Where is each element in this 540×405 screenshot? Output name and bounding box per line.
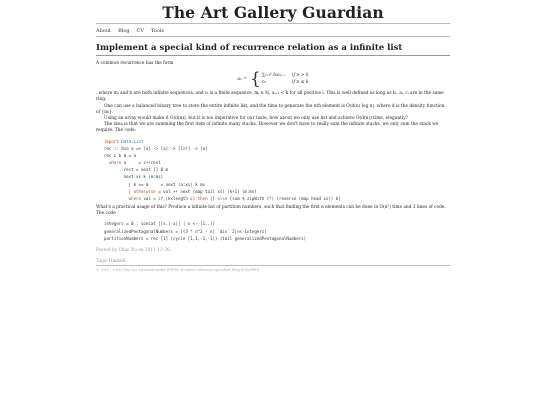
code2-line: generalizedPentagonalNumbers = [(3 * n^2 - n) `div` 2|n<-integers] [104, 228, 267, 234]
case1-expr: ∑ᵢ₌₁ᵏ bᵢaₙ₋ᵢ [261, 73, 285, 79]
nav-about[interactable]: About [96, 27, 112, 34]
recurrence-equation [96, 70, 450, 88]
code1-line: import Data.List [104, 138, 144, 144]
post-tags[interactable]: Tags: Haskell. [96, 259, 450, 266]
paragraph-2: One can use a balanced binary tree to store the entire infinite list, and the time to generate the nth element is O(d(n) log n), where d is the density function of {mᵢ}. [96, 103, 445, 115]
nav-bar [96, 24, 450, 36]
code1-line: where a = c++rest [108, 160, 161, 166]
intro-text: A common recurrence has the form [96, 61, 174, 66]
equation-cases [262, 73, 309, 85]
equation-lhs: aₙ = [237, 76, 248, 82]
code1-line: rest = next [] 0 m [104, 167, 169, 173]
paragraph-4: The idea is that we are summing the first item of infinite many stacks. However we don't have to really sum the infinite stacks, we only sum the stack we require. The code: [96, 122, 439, 134]
code-block-recurrence [96, 138, 450, 202]
nav-tools[interactable]: Tools [150, 27, 165, 34]
case2-expr: cₙ [261, 80, 267, 86]
code2-line: partitionNumbers = rec [1] (cycle [1,1,-1,-1]) (tail generalizedPentagonalNumbers) [104, 235, 307, 241]
code1-line: | k == m = next (a:xs) k ms [104, 181, 206, 187]
code1-line: next xs k (m:ms) [104, 174, 164, 180]
code1-line: | otherwise = val ++ next (map tail xs) (k+1) (m:ms) [104, 188, 257, 194]
posted-by: Posted by Chao Xu on 2011-12-30. [96, 247, 172, 253]
page [96, 0, 450, 272]
paragraph-3: Using an array would make it O(d(n)), but it is too imperative for our taste, how about we only use list and achieve O(d(n)) time, elegantly? [104, 116, 408, 122]
paragraph-1: , where mᵢ and b are both infinite sequences, and cᵢ is a finite sequence, mᵢ ∈ ℕ, aᵢ₊₁ < k for all positive i. This is well defined as long as bᵢ, aᵢ, cᵢ are in the same ring. [96, 91, 444, 103]
case1-cond: if n > k [291, 73, 309, 79]
post-title: Implement a special kind of recurrence relation as a infinite list [96, 43, 450, 56]
code2-line: integers = 0 : concat [[x,(-x)] | x <- [1..]] [104, 221, 215, 227]
site-title[interactable]: The Art Gallery Guardian [162, 3, 384, 22]
paragraph-5: What's a practical usage of this? Produce a infinite list of partition numbers, such that finding the first n elements can be done in O(n²) time and 3 lines of code. The code [96, 205, 446, 217]
nav-divider [96, 36, 450, 37]
equation-brace: { [250, 68, 261, 89]
code1-line: rec :: Num a => [a] -> [a] -> [Int] -> [a] [104, 145, 208, 151]
code1-line: rec c b m = a [104, 152, 137, 158]
case2-cond: if n ≤ k [291, 80, 309, 86]
site-footer: © 2010 - 2016 Chao Xu. Licensed under WTFPL of unless otherwise specified. Blog RSS/FEED. [96, 267, 261, 272]
nav-cv[interactable]: CV [136, 27, 144, 34]
code-block-partitions [96, 220, 450, 241]
nav-blog[interactable]: Blog [118, 27, 130, 34]
code1-line: where val = if (k<length c) then [] else [sum $ zipWith (*) (reverse (map head xs)) b] [128, 195, 341, 201]
